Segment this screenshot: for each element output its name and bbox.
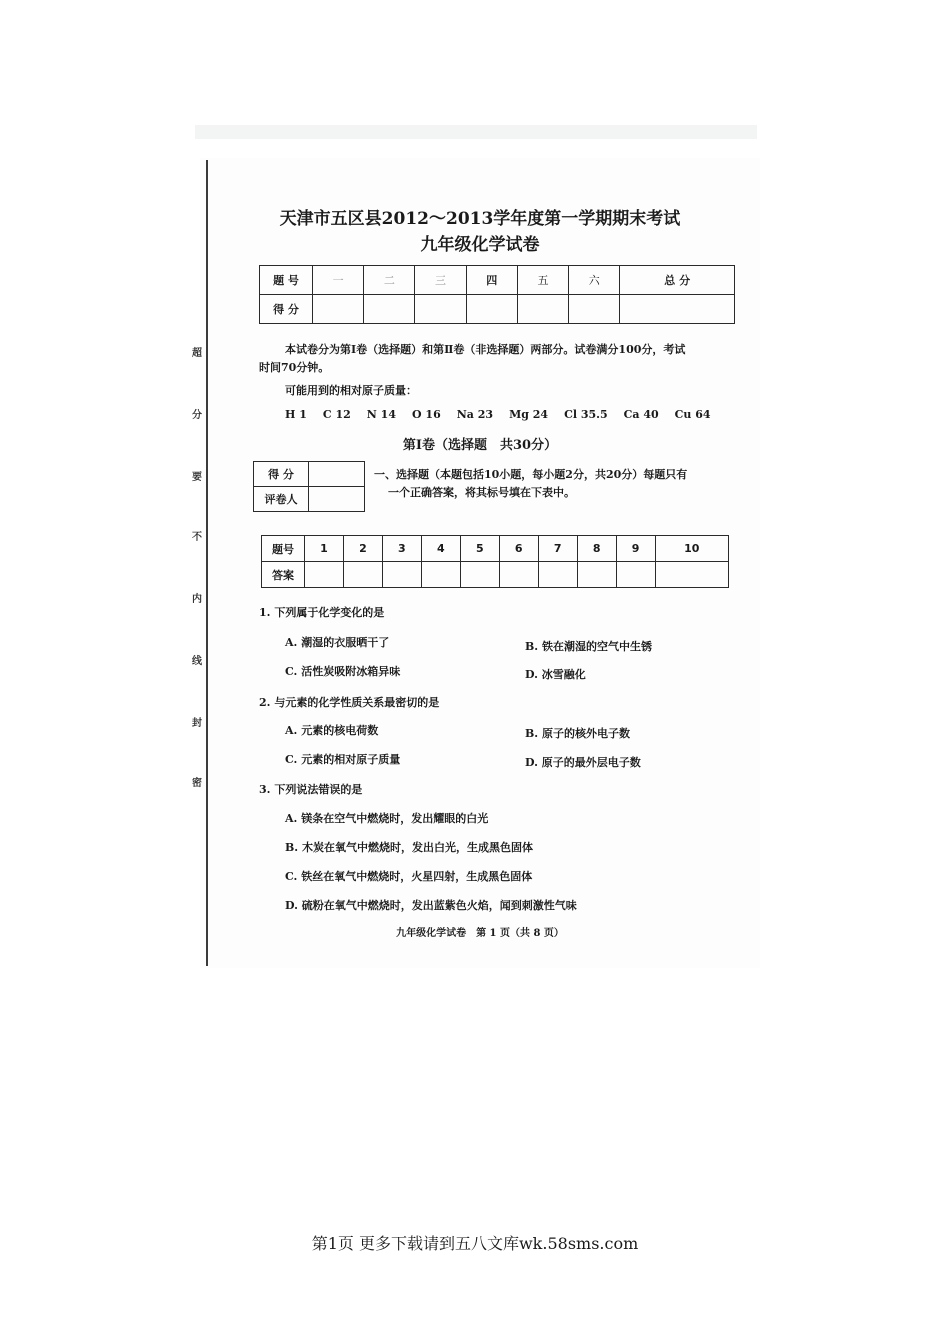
question-2-option-b: B. 原子的核外电子数 bbox=[525, 727, 630, 740]
answer-table-number-row bbox=[262, 536, 729, 562]
part-1-instructions-line-2: 一个正确答案，将其标号填在下表中。 bbox=[388, 486, 575, 499]
question-number: 9 bbox=[616, 536, 655, 562]
answer-cell[interactable] bbox=[305, 562, 344, 588]
margin-char: 要 bbox=[192, 472, 202, 483]
answer-table bbox=[261, 535, 729, 588]
score-cell: 五 bbox=[517, 266, 568, 295]
question-number: 2 bbox=[343, 536, 382, 562]
grader-name-cell[interactable] bbox=[309, 487, 365, 512]
score-table bbox=[259, 265, 735, 324]
question-number: 5 bbox=[460, 536, 499, 562]
answer-row-label: 答案 bbox=[262, 562, 305, 588]
answer-cell[interactable] bbox=[577, 562, 616, 588]
margin-char: 内 bbox=[192, 594, 202, 605]
margin-char: 密 bbox=[192, 778, 202, 789]
question-3-stem: 3. 下列说法错误的是 bbox=[259, 783, 363, 796]
question-3-option-d: D. 硫粉在氧气中燃烧时，发出蓝紫色火焰，闻到刺激性气味 bbox=[285, 899, 577, 912]
scan-top-strip bbox=[195, 125, 757, 139]
grader-name-label: 评卷人 bbox=[254, 487, 309, 512]
answer-cell[interactable] bbox=[499, 562, 538, 588]
answer-table-answer-row bbox=[262, 562, 729, 588]
question-2-option-d: D. 原子的最外层电子数 bbox=[525, 756, 641, 769]
question-1-option-a: A. 潮湿的衣服晒干了 bbox=[285, 636, 390, 649]
question-3-option-c: C. 铁丝在氧气中燃烧时，火星四射，生成黑色固体 bbox=[285, 870, 533, 883]
question-1-stem: 1. 下列属于化学变化的是 bbox=[259, 606, 385, 619]
score-input-cell[interactable] bbox=[415, 295, 466, 324]
grader-table bbox=[253, 461, 365, 512]
score-cell: 总 分 bbox=[620, 266, 735, 295]
intro-line-1: 本试卷分为第Ⅰ卷（选择题）和第Ⅱ卷（非选择题）两部分。试卷满分100分，考试 bbox=[285, 343, 686, 356]
atomic-mass: Cu 64 bbox=[674, 408, 711, 421]
atomic-mass: C 12 bbox=[322, 408, 351, 421]
exam-subtitle: 九年级化学试卷 bbox=[420, 235, 540, 255]
intro-line-2: 时间70分钟。 bbox=[259, 361, 330, 374]
question-2-option-c: C. 元素的相对原子质量 bbox=[285, 753, 401, 766]
answer-header-label: 题号 bbox=[262, 536, 305, 562]
answer-cell[interactable] bbox=[343, 562, 382, 588]
answer-cell[interactable] bbox=[616, 562, 655, 588]
answer-cell[interactable] bbox=[421, 562, 460, 588]
document-page-footer: 第1页 更多下载请到五八文库wk.58sms.com bbox=[311, 1234, 639, 1253]
atomic-mass: Na 23 bbox=[456, 408, 494, 421]
score-input-cell[interactable] bbox=[313, 295, 364, 324]
question-number: 7 bbox=[538, 536, 577, 562]
section-1-title: 第Ⅰ卷（选择题 共30分） bbox=[402, 438, 558, 453]
score-table-header-row bbox=[260, 266, 735, 295]
question-number: 8 bbox=[577, 536, 616, 562]
margin-char: 超 bbox=[192, 348, 202, 359]
binding-line bbox=[206, 160, 208, 966]
question-number: 4 bbox=[421, 536, 460, 562]
margin-char: 封 bbox=[192, 718, 202, 729]
margin-char: 不 bbox=[192, 532, 202, 543]
question-number: 6 bbox=[499, 536, 538, 562]
exam-page-footer: 九年级化学试卷 第 1 页（共 8 页） bbox=[396, 928, 564, 939]
question-1-option-d: D. 冰雪融化 bbox=[525, 668, 586, 681]
score-cell: 题 号 bbox=[260, 266, 313, 295]
score-cell: 二 bbox=[364, 266, 415, 295]
score-cell: 四 bbox=[466, 266, 517, 295]
score-cell: 六 bbox=[569, 266, 620, 295]
score-cell: 三 bbox=[415, 266, 466, 295]
score-input-cell[interactable] bbox=[364, 295, 415, 324]
question-1-option-b: B. 铁在潮湿的空气中生锈 bbox=[525, 640, 652, 653]
question-number: 10 bbox=[655, 536, 728, 562]
atomic-mass: Mg 24 bbox=[509, 408, 549, 421]
answer-cell[interactable] bbox=[382, 562, 421, 588]
atomic-mass: O 16 bbox=[412, 408, 441, 421]
score-input-cell[interactable] bbox=[466, 295, 517, 324]
grader-score-label: 得 分 bbox=[254, 462, 309, 487]
atomic-mass: Ca 40 bbox=[623, 408, 659, 421]
question-2-stem: 2. 与元素的化学性质关系最密切的是 bbox=[259, 696, 440, 709]
score-input-cell[interactable] bbox=[517, 295, 568, 324]
answer-cell[interactable] bbox=[538, 562, 577, 588]
exam-title: 天津市五区县2012～2013学年度第一学期期末考试 bbox=[279, 209, 681, 229]
score-input-cell[interactable] bbox=[620, 295, 735, 324]
answer-cell[interactable] bbox=[655, 562, 728, 588]
question-3-option-a: A. 镁条在空气中燃烧时，发出耀眼的白光 bbox=[285, 812, 489, 825]
part-1-instructions-line-1: 一、选择题（本题包括10小题，每小题2分，共20分）每题只有 bbox=[374, 468, 688, 481]
question-number: 1 bbox=[305, 536, 344, 562]
atomic-mass: N 14 bbox=[366, 408, 396, 421]
question-number: 3 bbox=[382, 536, 421, 562]
score-row-label: 得 分 bbox=[260, 295, 313, 324]
grader-score-cell[interactable] bbox=[309, 462, 365, 487]
atomic-mass-label: 可能用到的相对原子质量： bbox=[285, 384, 417, 397]
question-3-option-b: B. 木炭在氧气中燃烧时，发出白光，生成黑色固体 bbox=[285, 841, 533, 854]
score-cell: 一 bbox=[313, 266, 364, 295]
margin-char: 分 bbox=[192, 410, 202, 421]
atomic-mass: H 1 bbox=[285, 408, 307, 421]
answer-cell[interactable] bbox=[460, 562, 499, 588]
margin-char: 线 bbox=[192, 656, 202, 667]
atomic-mass: Cl 35.5 bbox=[564, 408, 608, 421]
atomic-mass-list bbox=[285, 408, 727, 421]
question-1-option-c: C. 活性炭吸附冰箱异味 bbox=[285, 665, 401, 678]
score-input-cell[interactable] bbox=[569, 295, 620, 324]
score-table-score-row bbox=[260, 295, 735, 324]
question-2-option-a: A. 元素的核电荷数 bbox=[285, 724, 379, 737]
